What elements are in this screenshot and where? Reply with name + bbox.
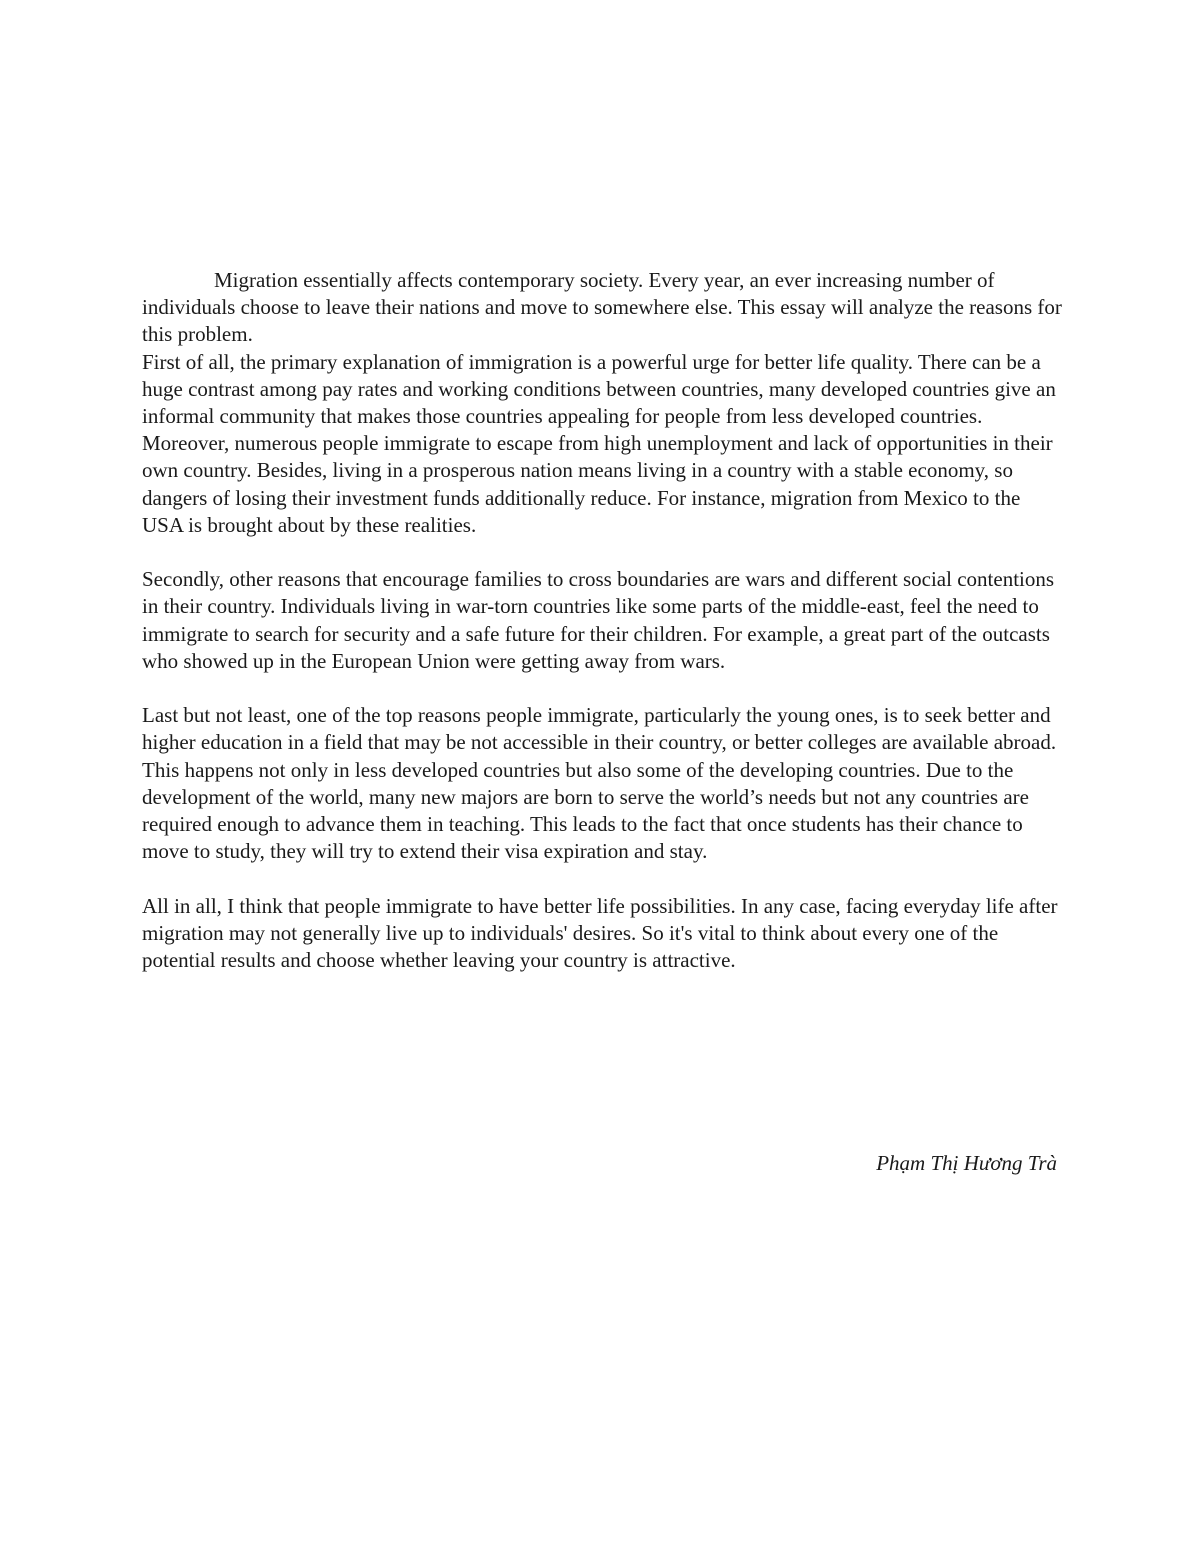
paragraph-first-reason: First of all, the primary explanation of immigration is a powerful urge for better life quality. There can be a huge contrast among pay rates and working conditions between countries, many developed countries give an informal community that makes those countries appealing for people from less developed countries. Moreover, numerous people immigrate to escape from high unemployment and lack of opportunities in their own country. Besides, living in a prosperous nation means living in a country with a stable economy, so dangers of losing their investment funds additionally reduce. For instance, migration from Mexico to the USA is brought about by these realities. xyxy=(142,349,1056,537)
paragraph-second-reason: Secondly, other reasons that encourage families to cross boundaries are wars and different social contentions in their country. Individuals living in war-torn countries like some parts of the middle-east, feel the need to immigrate to search for security and a safe future for their children. For example, a great part of the outcasts who showed up in the European Union were getting away from wars. xyxy=(142,567,1055,673)
paragraph-conclusion: All in all, I think that people immigrate to have better life possibilities. In any case, facing everyday life after migration may not generally live up to individuals' desires. So it's vital to think about every one of the potential results and choose whether leaving your country is attractive. xyxy=(142,893,1058,973)
author-signature: Phạm Thị Hương Trà xyxy=(876,1151,1057,1175)
paragraph-third-reason: Last but not least, one of the top reasons people immigrate, particularly the young ones, is to seek better and higher education in a field that may be not accessible in their country, or better colleges are available abroad. This happens not only in less developed countries but also some of the developing countries. Due to the development of the world, many new majors are born to serve the world’s needs but not any countries are required enough to advance them in teaching. This leads to the fact that once students has their chance to move to study, they will try to extend their visa expiration and stay. xyxy=(142,703,1057,864)
essay-body xyxy=(142,267,1064,974)
paragraph-introduction: Migration essentially affects contemporary society. Every year, an ever increasing number of individuals choose to leave their nations and move to somewhere else. This essay will analyze the reasons for this problem. xyxy=(142,268,1062,347)
